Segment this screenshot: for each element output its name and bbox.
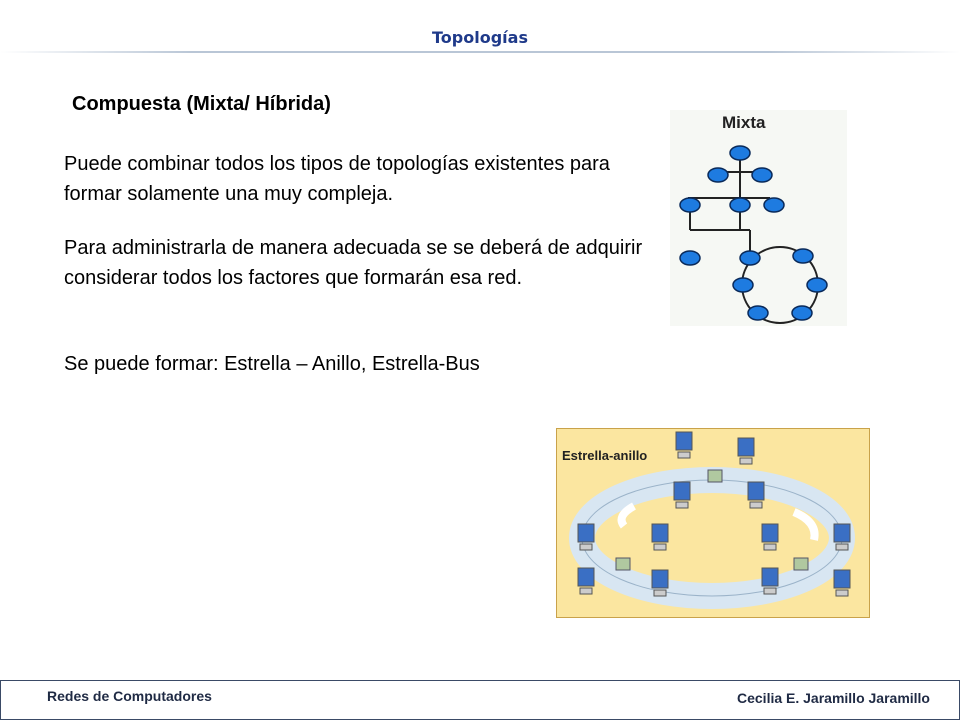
slide-heading: Compuesta (Mixta/ Híbrida) bbox=[72, 93, 331, 115]
computer bbox=[652, 524, 668, 550]
header-title: Topologías bbox=[432, 28, 528, 47]
footer-author: Cecilia E. Jaramillo Jaramillo bbox=[737, 690, 930, 706]
hub-box bbox=[794, 558, 808, 570]
computer bbox=[762, 568, 778, 594]
network-node bbox=[708, 168, 728, 182]
star-ring-topology-figure bbox=[556, 428, 870, 618]
mixta-label: Mixta bbox=[722, 113, 766, 132]
paragraph-definition: Puede combinar todos los tipos de topologías existentes para formar solamente una muy compleja. bbox=[64, 153, 610, 205]
mixta-topology-figure bbox=[670, 110, 847, 326]
network-node bbox=[730, 198, 750, 212]
network-node bbox=[793, 249, 813, 263]
computer bbox=[834, 570, 850, 596]
footer-course: Redes de Computadores bbox=[47, 688, 212, 704]
hub-box bbox=[708, 470, 722, 482]
star-ring-label: Estrella-anillo bbox=[562, 448, 648, 463]
network-node bbox=[764, 198, 784, 212]
paragraph-combinations: Se puede formar: Estrella – Anillo, Estrella-Bus bbox=[64, 353, 480, 375]
computer bbox=[652, 570, 668, 596]
network-node bbox=[733, 278, 753, 292]
hub-box bbox=[616, 558, 630, 570]
computer bbox=[578, 524, 594, 550]
network-node bbox=[740, 251, 760, 265]
computer bbox=[578, 568, 594, 594]
computer bbox=[748, 482, 764, 508]
network-node bbox=[792, 306, 812, 320]
paragraph-administration: Para administrarla de manera adecuada se se deberá de adquirir considerar todos los factores que formarán esa red. bbox=[64, 237, 643, 289]
computer bbox=[762, 524, 778, 550]
header-divider bbox=[0, 51, 960, 53]
computer bbox=[676, 432, 692, 458]
computer bbox=[674, 482, 690, 508]
computer bbox=[834, 524, 850, 550]
network-node bbox=[807, 278, 827, 292]
network-node bbox=[748, 306, 768, 320]
computer bbox=[738, 438, 754, 464]
network-node bbox=[730, 146, 750, 160]
network-node bbox=[680, 198, 700, 212]
network-node bbox=[752, 168, 772, 182]
figure-background bbox=[670, 110, 847, 326]
network-node bbox=[680, 251, 700, 265]
